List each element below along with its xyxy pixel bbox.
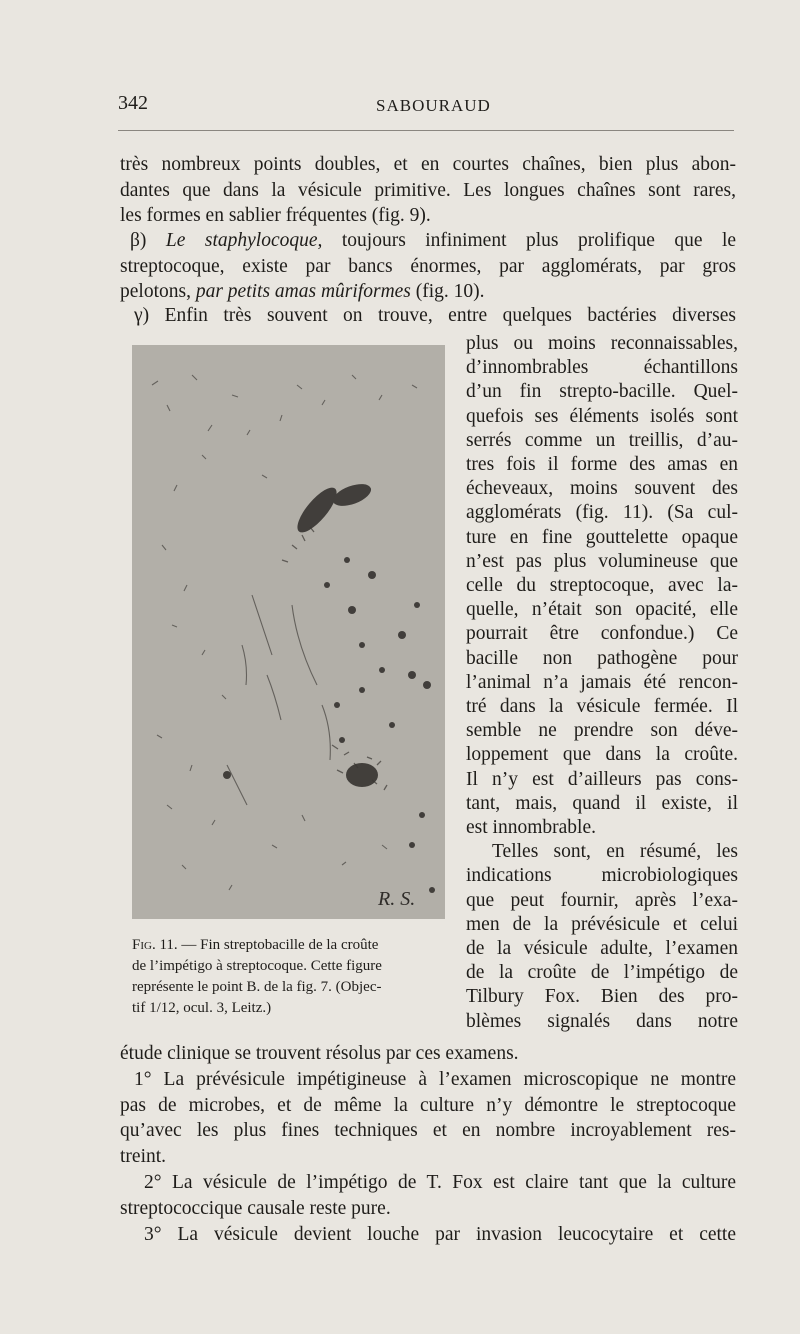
text-line: streptococcique causale reste pure. — [120, 1197, 391, 1219]
text-line: treint. — [120, 1146, 167, 1168]
caption-line: de l’impétigo à streptocoque. Cette figure — [132, 958, 382, 974]
text-line: quelle, n’était son opacité, elle — [466, 599, 738, 621]
italic-term: par petits amas mûriformes — [195, 281, 411, 302]
text-line: Il n’y est d’ailleurs pas cons- — [466, 768, 738, 790]
caption-text: — Fin streptobacille de la croûte — [177, 937, 379, 953]
top-paragraph — [120, 152, 736, 229]
bottom-paragraphs — [120, 1041, 736, 1247]
text-line: qu’avec les plus fines techniques et en nombre incroyablement res- — [120, 1120, 736, 1142]
text-line: les formes en sablier fréquentes (fig. 9). — [120, 205, 431, 226]
beta-marker: β) — [130, 230, 147, 251]
text-line: bacille non pathogène pour — [466, 647, 738, 669]
running-head: SABOURAUD — [376, 96, 491, 115]
text-line: loppement que dans la croûte. — [466, 744, 738, 766]
right-column-text — [466, 332, 738, 1034]
caption-label: Fig. 11. — [132, 937, 178, 953]
text-span: (fig. 10). — [410, 281, 485, 302]
text-line: écheveaux, moins souvent des — [466, 478, 738, 500]
text-line: tant, mais, quand il existe, il — [466, 792, 738, 814]
text-line: l’animal n’a jamais été rencon- — [466, 671, 738, 693]
text-line: plus ou moins reconnaissables, — [466, 333, 738, 354]
text-line: ture en fine gouttelette opaque — [466, 526, 738, 548]
text-line: agglomérats (fig. 11). (Sa cul- — [466, 502, 738, 524]
italic-term: Le staphylocoque, — [165, 230, 323, 251]
text-line: 3° La vésicule devient louche par invasion leucocytaire et cette — [144, 1223, 736, 1245]
text-line — [120, 279, 736, 305]
text-line: blèmes signalés dans notre — [466, 1010, 738, 1032]
text-line: tres fois il forme des amas en — [466, 454, 738, 476]
text-line: men de la prévésicule et celui — [466, 913, 738, 935]
text-line: d’un fin strepto-bacille. Quel- — [466, 381, 738, 403]
text-line: indications microbiologiques — [466, 865, 738, 887]
text-line — [120, 228, 736, 254]
text-line: Tilbury Fox. Bien des pro- — [466, 986, 738, 1008]
text-line: tré dans la vésicule fermée. Il — [466, 696, 738, 718]
caption-line — [132, 935, 458, 956]
text-line: très nombreux points doubles, et en courtes chaînes, bien plus abon- — [120, 154, 736, 175]
text-line: d’innombrables échantillons — [466, 357, 738, 379]
text-line: quefois ses éléments isolés sont — [466, 405, 738, 427]
text-span: toujours infiniment plus prolifique que le — [322, 230, 737, 251]
micrograph-drawing — [132, 345, 445, 919]
text-line: n’est pas plus volumineuse que — [466, 550, 738, 572]
text-line: semble ne prendre son déve- — [466, 720, 738, 742]
text-line: dantes que dans la vésicule primitive. Les longues chaînes sont rares, — [120, 179, 736, 201]
header-rule — [118, 130, 734, 131]
text-span: pelotons, — [120, 281, 196, 302]
beta-paragraph — [120, 228, 736, 305]
micrograph-image — [132, 345, 445, 919]
text-line: que peut fournir, après l’exa- — [466, 889, 738, 911]
text-line: étude clinique se trouvent résolus par ces examens. — [120, 1043, 519, 1064]
text-line: Telles sont, en résumé, les — [492, 841, 738, 863]
text-line: streptocoque, existe par bancs énormes, par agglomérats, par gros — [120, 255, 736, 277]
text-line: γ) Enfin très souvent on trouve, entre quelques bactéries diverses — [134, 305, 736, 326]
text-line: de la vésicule adulte, l’examen — [466, 938, 738, 960]
text-line: 2° La vésicule de l’impétigo de T. Fox est claire tant que la culture — [144, 1171, 736, 1193]
page-number: 342 — [118, 92, 148, 114]
text-line: serrés comme un treillis, d’au- — [466, 429, 738, 451]
text-line: 1° La prévésicule impétigineuse à l’examen microscopique ne montre — [134, 1068, 736, 1090]
text-line: celle du streptocoque, avec la- — [466, 575, 738, 597]
text-line: est innombrable. — [466, 817, 596, 839]
caption-line: tif 1/12, ocul. 3, Leitz.) — [132, 1000, 272, 1016]
figure-caption — [132, 935, 458, 1019]
figure-11 — [132, 345, 445, 919]
text-line: pas de microbes, et de même la culture n’y démontre le streptocoque — [120, 1094, 736, 1116]
gamma-paragraph — [120, 303, 736, 329]
text-line: de la croûte de l’impétigo de — [466, 962, 738, 984]
caption-line: représente le point B. de la fig. 7. (Objec- — [132, 979, 382, 995]
engraver-signature: R. S. — [378, 888, 416, 910]
page-header — [118, 92, 734, 118]
text-line: pourrait être confondue.) Ce — [466, 623, 738, 645]
